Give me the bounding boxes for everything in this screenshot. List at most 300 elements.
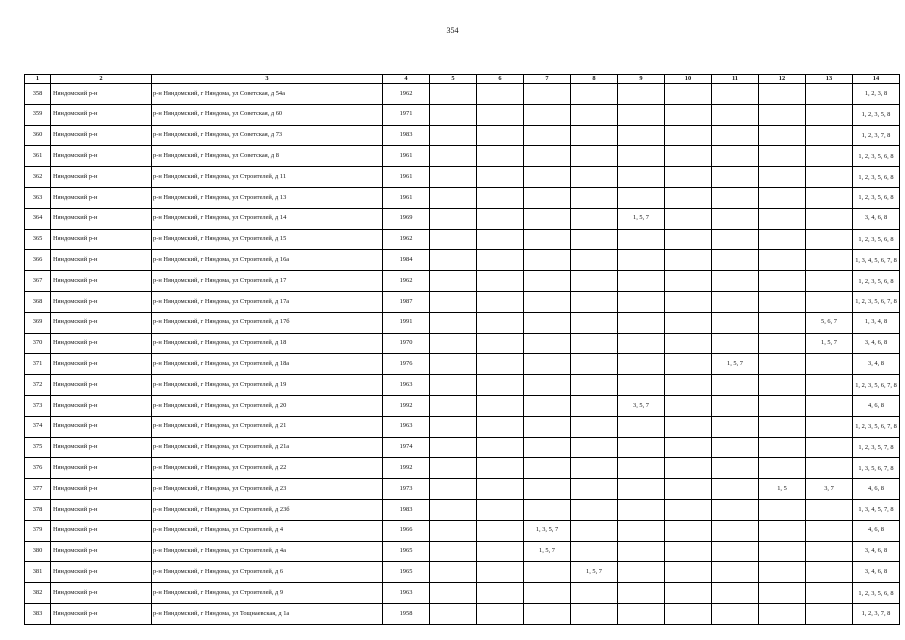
- cell-num: 380: [25, 541, 51, 562]
- cell-c14: 1, 2, 3, 5, 6, 7, 8: [853, 375, 900, 396]
- cell-c9: 1, 5, 7: [618, 208, 665, 229]
- cell-c9: [618, 271, 665, 292]
- cell-district: Няндомский р-н: [51, 499, 152, 520]
- cell-district: Няндомский р-н: [51, 333, 152, 354]
- cell-c7: [524, 437, 571, 458]
- cell-c12: [759, 541, 806, 562]
- cell-c5: [430, 562, 477, 583]
- cell-c13: 3, 7: [806, 479, 853, 500]
- cell-year: 1965: [383, 541, 430, 562]
- cell-c6: [477, 375, 524, 396]
- cell-num: 383: [25, 603, 51, 624]
- cell-c11: [712, 271, 759, 292]
- cell-c9: [618, 146, 665, 167]
- cell-address: р-н Няндомский, г Няндома, ул Советская, д 8: [152, 146, 383, 167]
- cell-year: 1963: [383, 583, 430, 604]
- cell-c5: [430, 84, 477, 105]
- cell-c14: 1, 3, 5, 6, 7, 8: [853, 458, 900, 479]
- cell-address: р-н Няндомский, г Няндома, ул Строителей, д 19: [152, 375, 383, 396]
- cell-c10: [665, 479, 712, 500]
- cell-c14: 3, 4, 6, 8: [853, 208, 900, 229]
- cell-c13: 5, 6, 7: [806, 312, 853, 333]
- cell-c5: [430, 104, 477, 125]
- cell-district: Няндомский р-н: [51, 458, 152, 479]
- cell-c8: [571, 291, 618, 312]
- cell-c7: [524, 479, 571, 500]
- cell-c10: [665, 291, 712, 312]
- table-row: [25, 479, 900, 500]
- cell-c9: [618, 458, 665, 479]
- cell-c5: [430, 208, 477, 229]
- cell-district: Няндомский р-н: [51, 250, 152, 271]
- table-row: [25, 354, 900, 375]
- cell-year: 1970: [383, 333, 430, 354]
- cell-c10: [665, 84, 712, 105]
- cell-address: р-н Няндомский, г Няндома, ул Строителей, д 17: [152, 271, 383, 292]
- cell-address: р-н Няндомский, г Няндома, ул Строителей, д 11: [152, 167, 383, 188]
- cell-c13: [806, 167, 853, 188]
- cell-year: 1962: [383, 271, 430, 292]
- cell-c6: [477, 271, 524, 292]
- cell-year: 1974: [383, 437, 430, 458]
- cell-year: 1961: [383, 146, 430, 167]
- cell-c8: [571, 541, 618, 562]
- table-row: [25, 84, 900, 105]
- cell-num: 379: [25, 520, 51, 541]
- cell-c11: [712, 395, 759, 416]
- cell-num: 366: [25, 250, 51, 271]
- cell-c8: [571, 250, 618, 271]
- cell-address: р-н Няндомский, г Няндома, ул Строителей, д 20: [152, 395, 383, 416]
- cell-c8: [571, 458, 618, 479]
- cell-year: 1961: [383, 167, 430, 188]
- cell-c6: [477, 562, 524, 583]
- cell-c14: 1, 2, 3, 5, 8: [853, 104, 900, 125]
- cell-c6: [477, 479, 524, 500]
- cell-address: р-н Няндомский, г Няндома, ул Строителей, д 15: [152, 229, 383, 250]
- cell-c6: [477, 84, 524, 105]
- cell-c9: [618, 583, 665, 604]
- cell-num: 369: [25, 312, 51, 333]
- cell-num: 358: [25, 84, 51, 105]
- table-row: [25, 250, 900, 271]
- cell-address: р-н Няндомский, г Няндома, ул Строителей, д 21: [152, 416, 383, 437]
- column-header-5: 5: [430, 75, 477, 84]
- cell-c13: [806, 395, 853, 416]
- cell-year: 1976: [383, 354, 430, 375]
- cell-c12: [759, 250, 806, 271]
- cell-c6: [477, 520, 524, 541]
- cell-c7: [524, 125, 571, 146]
- cell-c12: [759, 333, 806, 354]
- cell-c5: [430, 229, 477, 250]
- cell-c8: [571, 583, 618, 604]
- cell-c8: [571, 354, 618, 375]
- cell-c9: [618, 167, 665, 188]
- cell-c6: [477, 229, 524, 250]
- cell-c14: 3, 4, 6, 8: [853, 562, 900, 583]
- cell-c9: [618, 187, 665, 208]
- column-header-11: 11: [712, 75, 759, 84]
- table-row: [25, 312, 900, 333]
- cell-c13: [806, 187, 853, 208]
- column-header-7: 7: [524, 75, 571, 84]
- cell-address: р-н Няндомский, г Няндома, ул Строителей, д 21а: [152, 437, 383, 458]
- cell-c10: [665, 562, 712, 583]
- cell-c9: [618, 541, 665, 562]
- table-row: [25, 271, 900, 292]
- cell-c13: [806, 354, 853, 375]
- cell-c13: [806, 541, 853, 562]
- cell-num: 368: [25, 291, 51, 312]
- table-row: [25, 520, 900, 541]
- cell-c5: [430, 271, 477, 292]
- cell-num: 375: [25, 437, 51, 458]
- cell-year: 1963: [383, 375, 430, 396]
- table-row: [25, 583, 900, 604]
- cell-c6: [477, 583, 524, 604]
- cell-c10: [665, 187, 712, 208]
- cell-c7: [524, 354, 571, 375]
- cell-c7: 1, 5, 7: [524, 541, 571, 562]
- data-table: [24, 74, 900, 625]
- cell-c11: [712, 499, 759, 520]
- cell-address: р-н Няндомский, г Няндома, ул Строителей, д 16а: [152, 250, 383, 271]
- cell-c10: [665, 499, 712, 520]
- cell-district: Няндомский р-н: [51, 104, 152, 125]
- cell-address: р-н Няндомский, г Няндома, ул Строителей, д 18а: [152, 354, 383, 375]
- cell-c12: [759, 437, 806, 458]
- table-row: [25, 395, 900, 416]
- cell-num: 382: [25, 583, 51, 604]
- cell-year: 1958: [383, 603, 430, 624]
- cell-c7: [524, 416, 571, 437]
- cell-c7: [524, 208, 571, 229]
- table-body: [25, 84, 900, 625]
- cell-c11: [712, 458, 759, 479]
- cell-c6: [477, 167, 524, 188]
- cell-c8: [571, 146, 618, 167]
- cell-c5: [430, 146, 477, 167]
- cell-c10: [665, 437, 712, 458]
- page-number: 354: [446, 26, 459, 35]
- cell-c9: 3, 5, 7: [618, 395, 665, 416]
- cell-c12: [759, 104, 806, 125]
- cell-c9: [618, 562, 665, 583]
- cell-address: р-н Няндомский, г Няндома, ул Строителей, д 23: [152, 479, 383, 500]
- cell-year: 1971: [383, 104, 430, 125]
- cell-year: 1992: [383, 458, 430, 479]
- column-header-4: 4: [383, 75, 430, 84]
- cell-year: 1962: [383, 229, 430, 250]
- cell-c6: [477, 291, 524, 312]
- cell-c13: [806, 562, 853, 583]
- column-header-12: 12: [759, 75, 806, 84]
- cell-c10: [665, 146, 712, 167]
- table-row: [25, 541, 900, 562]
- cell-num: 359: [25, 104, 51, 125]
- cell-c5: [430, 291, 477, 312]
- cell-district: Няндомский р-н: [51, 291, 152, 312]
- cell-district: Няндомский р-н: [51, 375, 152, 396]
- cell-address: р-н Няндомский, г Няндома, ул Строителей, д 18: [152, 333, 383, 354]
- cell-address: р-н Няндомский, г Няндома, ул Строителей, д 23б: [152, 499, 383, 520]
- cell-c5: [430, 603, 477, 624]
- cell-c10: [665, 541, 712, 562]
- cell-address: р-н Няндомский, г Няндома, ул Строителей, д 17б: [152, 312, 383, 333]
- cell-c6: [477, 603, 524, 624]
- cell-district: Няндомский р-н: [51, 187, 152, 208]
- cell-c14: 1, 3, 4, 8: [853, 312, 900, 333]
- cell-district: Няндомский р-н: [51, 146, 152, 167]
- cell-num: 374: [25, 416, 51, 437]
- cell-c9: [618, 375, 665, 396]
- cell-c13: [806, 229, 853, 250]
- cell-address: р-н Няндомский, г Няндома, ул Строителей, д 13: [152, 187, 383, 208]
- cell-c13: [806, 583, 853, 604]
- cell-c10: [665, 104, 712, 125]
- cell-c11: [712, 167, 759, 188]
- cell-c9: [618, 312, 665, 333]
- cell-c14: 4, 6, 8: [853, 520, 900, 541]
- cell-c14: 1, 3, 4, 5, 6, 7, 8: [853, 250, 900, 271]
- cell-c14: 1, 3, 4, 5, 7, 8: [853, 499, 900, 520]
- cell-c7: [524, 167, 571, 188]
- cell-c5: [430, 354, 477, 375]
- cell-c10: [665, 333, 712, 354]
- table-row: [25, 187, 900, 208]
- cell-c10: [665, 603, 712, 624]
- cell-c6: [477, 125, 524, 146]
- cell-address: р-н Няндомский, г Няндома, ул Строителей, д 6: [152, 562, 383, 583]
- cell-c11: [712, 520, 759, 541]
- table-row: [25, 125, 900, 146]
- cell-year: 1973: [383, 479, 430, 500]
- cell-year: 1966: [383, 520, 430, 541]
- table-row: [25, 416, 900, 437]
- cell-c7: [524, 375, 571, 396]
- cell-district: Няндомский р-н: [51, 84, 152, 105]
- cell-c8: [571, 333, 618, 354]
- cell-c13: 1, 5, 7: [806, 333, 853, 354]
- cell-c11: [712, 146, 759, 167]
- cell-address: р-н Няндомский, г Няндома, ул Строителей, д 22: [152, 458, 383, 479]
- table-row: [25, 603, 900, 624]
- cell-c6: [477, 354, 524, 375]
- cell-c6: [477, 416, 524, 437]
- cell-c6: [477, 312, 524, 333]
- cell-c8: [571, 84, 618, 105]
- cell-c10: [665, 458, 712, 479]
- cell-district: Няндомский р-н: [51, 416, 152, 437]
- cell-c9: [618, 125, 665, 146]
- cell-c6: [477, 541, 524, 562]
- cell-c5: [430, 333, 477, 354]
- cell-c8: [571, 603, 618, 624]
- cell-c5: [430, 416, 477, 437]
- cell-c13: [806, 520, 853, 541]
- cell-c8: 1, 5, 7: [571, 562, 618, 583]
- cell-c12: [759, 520, 806, 541]
- cell-c5: [430, 312, 477, 333]
- table-row: [25, 333, 900, 354]
- cell-c5: [430, 520, 477, 541]
- cell-c11: [712, 437, 759, 458]
- cell-c14: 1, 2, 3, 5, 6, 7, 8: [853, 416, 900, 437]
- column-header-13: 13: [806, 75, 853, 84]
- cell-year: 1984: [383, 250, 430, 271]
- cell-c14: 1, 2, 3, 5, 6, 8: [853, 229, 900, 250]
- cell-num: 370: [25, 333, 51, 354]
- cell-c10: [665, 208, 712, 229]
- cell-address: р-н Няндомский, г Няндома, ул Строителей, д 9: [152, 583, 383, 604]
- cell-c7: [524, 84, 571, 105]
- cell-c9: [618, 84, 665, 105]
- cell-c11: [712, 603, 759, 624]
- cell-c12: [759, 146, 806, 167]
- cell-c10: [665, 125, 712, 146]
- header-row: [25, 75, 900, 84]
- cell-c6: [477, 333, 524, 354]
- cell-c7: [524, 187, 571, 208]
- cell-c13: [806, 146, 853, 167]
- table-row: [25, 104, 900, 125]
- cell-num: 365: [25, 229, 51, 250]
- cell-num: 363: [25, 187, 51, 208]
- cell-year: 1969: [383, 208, 430, 229]
- cell-c7: [524, 603, 571, 624]
- cell-c12: [759, 271, 806, 292]
- cell-c13: [806, 208, 853, 229]
- cell-c5: [430, 167, 477, 188]
- cell-c7: [524, 271, 571, 292]
- cell-c7: [524, 499, 571, 520]
- cell-c7: 1, 3, 5, 7: [524, 520, 571, 541]
- cell-c7: [524, 395, 571, 416]
- table-row: [25, 458, 900, 479]
- cell-c7: [524, 229, 571, 250]
- table-row: [25, 291, 900, 312]
- cell-c8: [571, 375, 618, 396]
- cell-c10: [665, 395, 712, 416]
- cell-district: Няндомский р-н: [51, 312, 152, 333]
- cell-c13: [806, 271, 853, 292]
- table-row: [25, 437, 900, 458]
- cell-c5: [430, 479, 477, 500]
- cell-c12: [759, 416, 806, 437]
- column-header-6: 6: [477, 75, 524, 84]
- cell-c9: [618, 229, 665, 250]
- cell-district: Няндомский р-н: [51, 520, 152, 541]
- cell-num: 364: [25, 208, 51, 229]
- cell-c13: [806, 458, 853, 479]
- cell-c7: [524, 583, 571, 604]
- cell-c6: [477, 395, 524, 416]
- cell-c11: [712, 375, 759, 396]
- cell-year: 1983: [383, 125, 430, 146]
- cell-c11: [712, 250, 759, 271]
- cell-c10: [665, 250, 712, 271]
- cell-c9: [618, 354, 665, 375]
- cell-c8: [571, 167, 618, 188]
- cell-c6: [477, 208, 524, 229]
- cell-address: р-н Няндомский, г Няндома, ул Советская, д 60: [152, 104, 383, 125]
- table-row: [25, 208, 900, 229]
- cell-c6: [477, 250, 524, 271]
- cell-c14: 1, 2, 3, 5, 7, 8: [853, 437, 900, 458]
- cell-c12: [759, 187, 806, 208]
- cell-c13: [806, 125, 853, 146]
- cell-district: Няндомский р-н: [51, 562, 152, 583]
- cell-c9: [618, 104, 665, 125]
- cell-num: 373: [25, 395, 51, 416]
- cell-c12: [759, 458, 806, 479]
- cell-c12: [759, 499, 806, 520]
- cell-c11: [712, 104, 759, 125]
- cell-c14: 4, 6, 8: [853, 395, 900, 416]
- cell-c8: [571, 125, 618, 146]
- cell-c14: 3, 4, 6, 8: [853, 333, 900, 354]
- cell-c14: 4, 6, 8: [853, 479, 900, 500]
- cell-c9: [618, 333, 665, 354]
- cell-c10: [665, 271, 712, 292]
- cell-c14: 1, 2, 3, 7, 8: [853, 125, 900, 146]
- cell-c13: [806, 603, 853, 624]
- cell-num: 378: [25, 499, 51, 520]
- cell-c7: [524, 250, 571, 271]
- cell-c8: [571, 271, 618, 292]
- column-header-2: 2: [51, 75, 152, 84]
- cell-c9: [618, 416, 665, 437]
- cell-address: р-н Няндомский, г Няндома, ул Строителей, д 4а: [152, 541, 383, 562]
- table-row: [25, 229, 900, 250]
- table-row: [25, 375, 900, 396]
- cell-c5: [430, 458, 477, 479]
- cell-c6: [477, 187, 524, 208]
- cell-c7: [524, 333, 571, 354]
- cell-c9: [618, 437, 665, 458]
- cell-c7: [524, 104, 571, 125]
- cell-c14: 1, 2, 3, 8: [853, 84, 900, 105]
- cell-c11: [712, 84, 759, 105]
- cell-c7: [524, 458, 571, 479]
- cell-c8: [571, 208, 618, 229]
- cell-c13: [806, 84, 853, 105]
- cell-district: Няндомский р-н: [51, 229, 152, 250]
- cell-year: 1983: [383, 499, 430, 520]
- cell-c14: 1, 2, 3, 5, 6, 8: [853, 167, 900, 188]
- cell-c14: 1, 2, 3, 7, 8: [853, 603, 900, 624]
- table-row: [25, 562, 900, 583]
- cell-c6: [477, 104, 524, 125]
- cell-c11: [712, 583, 759, 604]
- cell-c13: [806, 291, 853, 312]
- cell-year: 1965: [383, 562, 430, 583]
- cell-c8: [571, 229, 618, 250]
- cell-c11: [712, 125, 759, 146]
- cell-c7: [524, 146, 571, 167]
- cell-c8: [571, 104, 618, 125]
- cell-c5: [430, 541, 477, 562]
- cell-c10: [665, 416, 712, 437]
- cell-c8: [571, 479, 618, 500]
- cell-c13: [806, 499, 853, 520]
- table-row: [25, 499, 900, 520]
- cell-c11: [712, 229, 759, 250]
- cell-c6: [477, 458, 524, 479]
- cell-c12: [759, 167, 806, 188]
- cell-address: р-н Няндомский, г Няндома, ул Строителей, д 17а: [152, 291, 383, 312]
